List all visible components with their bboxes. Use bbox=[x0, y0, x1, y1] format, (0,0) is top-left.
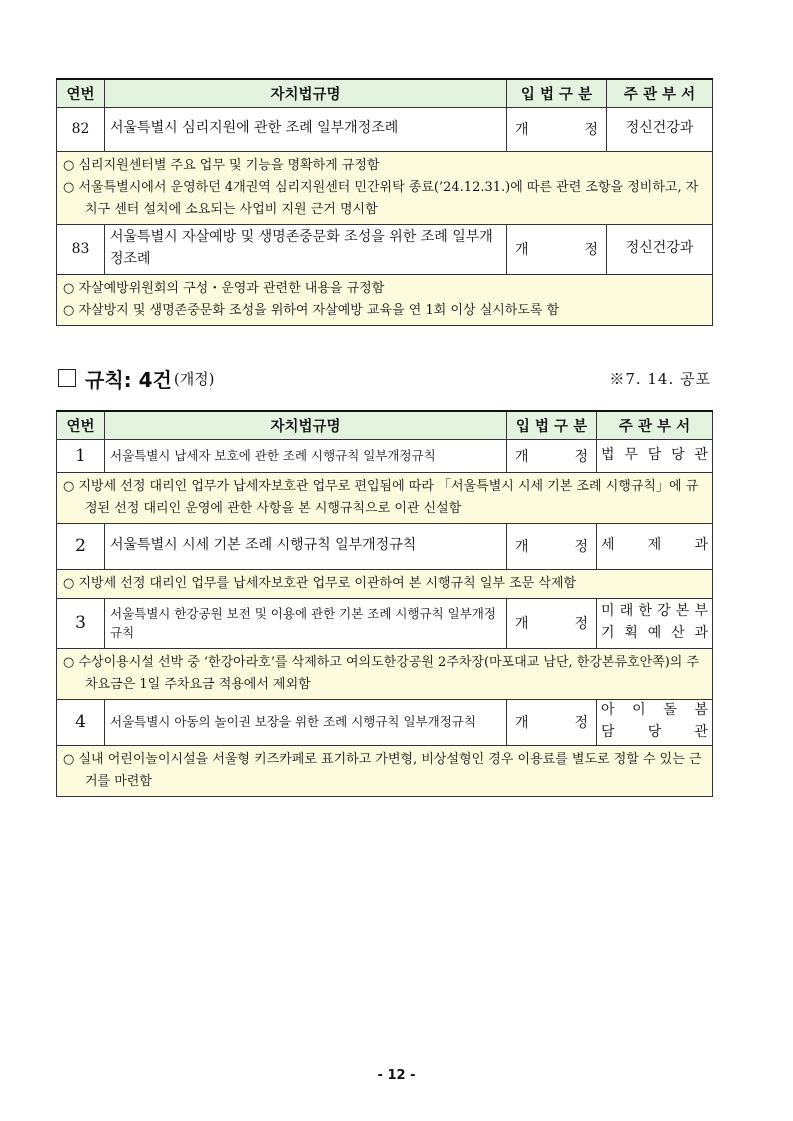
dept-char: 산 bbox=[671, 625, 685, 641]
type-char-a: 개 bbox=[515, 122, 529, 138]
dept-char: 미 bbox=[601, 603, 615, 620]
row-type bbox=[507, 439, 597, 472]
dept-char: 세 bbox=[601, 537, 615, 554]
dept-char: 이 bbox=[632, 702, 646, 719]
dept-char: 부 bbox=[694, 603, 708, 620]
type-char-b: 정 bbox=[574, 616, 588, 632]
header-name: 자치법규명 bbox=[105, 411, 507, 439]
header-num: 연번 bbox=[57, 411, 105, 439]
row-description bbox=[57, 745, 713, 796]
dept-char: 과 bbox=[694, 537, 708, 554]
section-heading bbox=[58, 363, 215, 393]
dept-char: 관 bbox=[694, 724, 708, 740]
row-num: 2 bbox=[57, 523, 105, 569]
row-description bbox=[57, 472, 713, 523]
header-type: 입 법 구 분 bbox=[507, 79, 607, 107]
section-sub: (개정) bbox=[173, 369, 215, 388]
table-row bbox=[57, 107, 713, 151]
row-dept bbox=[597, 699, 713, 745]
table-row bbox=[57, 439, 713, 472]
description-row bbox=[57, 151, 713, 224]
dept-char: 봄 bbox=[694, 702, 708, 719]
description-line: ○ 자살예방위원회의 구성・운영과 관련한 내용을 규정함 bbox=[63, 280, 385, 296]
row-description bbox=[57, 274, 713, 325]
description-row bbox=[57, 569, 713, 598]
row-type bbox=[507, 598, 597, 648]
row-name: 서울특별시 자살예방 및 생명존중문화 조성을 위한 조례 일부개정조례 bbox=[105, 224, 507, 274]
dept-char: 한 bbox=[638, 603, 652, 620]
dept-char: 과 bbox=[694, 625, 708, 641]
dept-char: 기 bbox=[601, 625, 615, 641]
row-num: 3 bbox=[57, 598, 105, 648]
dept-line bbox=[601, 601, 708, 623]
dept-line bbox=[601, 445, 708, 467]
dept-line bbox=[601, 722, 708, 744]
table-row bbox=[57, 224, 713, 274]
table-row bbox=[57, 699, 713, 745]
description-row bbox=[57, 472, 713, 523]
dept-char: 본 bbox=[675, 603, 690, 620]
row-name: 서울특별시 심리지원에 관한 조례 일부개정조례 bbox=[105, 107, 507, 151]
dept-line bbox=[601, 535, 708, 557]
table-row bbox=[57, 523, 713, 569]
type-char-b: 정 bbox=[574, 448, 588, 465]
description-row bbox=[57, 745, 713, 796]
description-line: ○ 지방세 선정 대리인 업무가 납세자보호관 업무로 편입됨에 따라 「서울특별시 시세 기본 조례 시행규칙」에 규정된 선정 대리인 운영에 관한 사항을 본 시행규칙으로 이관 신설함 bbox=[63, 478, 699, 516]
dept-char: 제 bbox=[647, 537, 662, 554]
row-type bbox=[507, 224, 607, 274]
row-description bbox=[57, 569, 713, 598]
type-char-a: 개 bbox=[515, 715, 529, 731]
checkbox-square-icon bbox=[58, 369, 76, 387]
row-dept: 정신건강과 bbox=[607, 107, 713, 151]
row-name: 서울특별시 아동의 놀이권 보장을 위한 조례 시행규칙 일부개정규칙 bbox=[105, 699, 507, 745]
description-line: ○ 심리지원센터별 주요 업무 및 기능을 명확하게 규정함 bbox=[63, 157, 380, 173]
description-row bbox=[57, 648, 713, 699]
type-char-b: 정 bbox=[584, 242, 598, 258]
row-num: 4 bbox=[57, 699, 105, 745]
description-line: ○ 실내 어린이놀이시설을 서울형 키즈카페로 표기하고 가변형, 비상설형인 경우 이용료를 별도로 정할 수 있는 근거를 마련함 bbox=[63, 751, 702, 789]
row-num: 82 bbox=[57, 107, 105, 151]
header-type: 입 법 구 분 bbox=[507, 411, 597, 439]
ordinance-table bbox=[56, 78, 713, 326]
type-char-a: 개 bbox=[515, 539, 529, 555]
description-line: ○ 자살방지 및 생명존중문화 조성을 위하여 자살예방 교육을 연 1회 이상 실시하도록 함 bbox=[63, 302, 560, 318]
header-num: 연번 bbox=[57, 79, 105, 107]
dept-char: 획 bbox=[624, 625, 638, 641]
row-dept bbox=[597, 598, 713, 648]
type-char-b: 정 bbox=[574, 539, 588, 555]
header-dept: 주 관 부 서 bbox=[607, 79, 713, 107]
dept-char: 관 bbox=[694, 446, 708, 463]
table-header-row bbox=[57, 79, 713, 107]
dept-char: 담 bbox=[601, 724, 615, 740]
rules-table bbox=[56, 410, 713, 797]
table-row bbox=[57, 598, 713, 648]
promulgation-date: ※7. 14. 공포 bbox=[609, 370, 711, 388]
row-description bbox=[57, 648, 713, 699]
row-description bbox=[57, 151, 713, 224]
header-name: 자치법규명 bbox=[105, 79, 507, 107]
dept-char: 당 bbox=[671, 446, 685, 463]
type-char-a: 개 bbox=[515, 616, 529, 632]
description-row bbox=[57, 274, 713, 325]
dept-char: 무 bbox=[624, 446, 638, 463]
dept-char: 래 bbox=[619, 603, 634, 620]
dept-char: 아 bbox=[601, 702, 615, 719]
description-line: ○ 지방세 선정 대리인 업무를 납세자보호관 업무로 이관하여 본 시행규칙 일부 조문 삭제함 bbox=[63, 575, 577, 591]
row-dept bbox=[597, 523, 713, 569]
row-type bbox=[507, 107, 607, 151]
section-label: 규칙: 4건 bbox=[85, 367, 172, 392]
row-num: 83 bbox=[57, 224, 105, 274]
page-number: - 12 - bbox=[377, 1068, 416, 1083]
row-name: 서울특별시 한강공원 보전 및 이용에 관한 기본 조례 시행규칙 일부개정규칙 bbox=[105, 598, 507, 648]
dept-char: 법 bbox=[601, 446, 615, 463]
dept-char: 강 bbox=[657, 603, 671, 620]
table-header-row bbox=[57, 411, 713, 439]
header-dept: 주 관 부 서 bbox=[597, 411, 713, 439]
row-type bbox=[507, 699, 597, 745]
dept-char: 담 bbox=[647, 446, 662, 463]
dept-line bbox=[601, 700, 708, 722]
description-line: ○ 서울특별시에서 운영하던 4개권역 심리지원센터 민간위탁 종료(’24.12.31.)에 따른 관련 조항을 정비하고, 자치구 센터 설치에 소요되는 사업비 지원 근거 명시함 bbox=[63, 179, 699, 217]
dept-char: 돌 bbox=[663, 702, 677, 719]
type-char-b: 정 bbox=[574, 715, 588, 731]
row-type bbox=[507, 523, 597, 569]
row-dept: 정신건강과 bbox=[607, 224, 713, 274]
row-num: 1 bbox=[57, 439, 105, 472]
row-name: 서울특별시 납세자 보호에 관한 조례 시행규칙 일부개정규칙 bbox=[105, 439, 507, 472]
dept-char: 당 bbox=[647, 724, 662, 740]
row-name: 서울특별시 시세 기본 조례 시행규칙 일부개정규칙 bbox=[105, 523, 507, 569]
description-line: ○ 수상이용시설 선박 중 ‘한강아라호’를 삭제하고 여의도한강공원 2주차장(마포대교 남단, 한강본류호안쪽)의 주차요금은 1일 주차요금 적용에서 제외함 bbox=[63, 654, 700, 692]
type-char-a: 개 bbox=[515, 242, 529, 258]
row-dept bbox=[597, 439, 713, 472]
type-char-a: 개 bbox=[515, 448, 529, 465]
dept-line bbox=[601, 623, 708, 645]
type-char-b: 정 bbox=[584, 122, 598, 138]
dept-char: 예 bbox=[647, 625, 662, 641]
